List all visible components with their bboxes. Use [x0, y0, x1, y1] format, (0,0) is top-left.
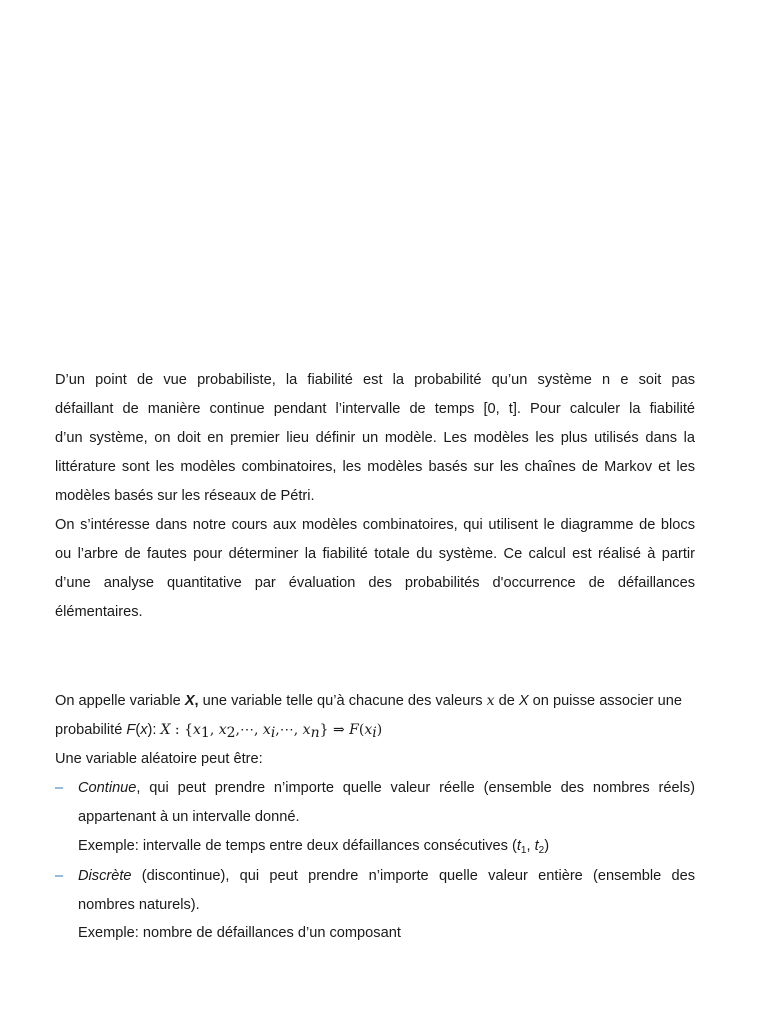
formula-symbol: X [160, 722, 171, 738]
types-intro: Une variable aléatoire peut être: [55, 751, 263, 767]
formula-subscript: 1 [200, 725, 210, 741]
formula-symbol: ,⋯, [235, 722, 263, 738]
formula-symbol: x [218, 722, 227, 738]
example-continuous [78, 836, 695, 865]
formula-symbol: ,⋯, [275, 722, 303, 738]
text-run: , [526, 838, 535, 854]
paragraph-line: d’un système, on doit en premier lieu définir un modèle. Les modèles les plus utilisés dans la [55, 430, 695, 446]
paragraph-line: On s’intéresse dans notre cours aux modèles combinatoires, qui utilisent le diagramme de blocs [55, 517, 695, 533]
example-discrete: Exemple: nombre de défaillances d’un composant [78, 925, 401, 941]
paragraph-line: élémentaires. [55, 604, 143, 620]
text-run: , [194, 693, 199, 709]
text-run: probabilité [55, 722, 127, 738]
formula-subscript: i [372, 725, 377, 741]
probability-formula-line [55, 720, 695, 749]
list-item-line [78, 778, 695, 807]
text-run: ): [147, 722, 161, 738]
example-subscript: 2 [538, 845, 545, 856]
text-run: On appelle variable [55, 693, 185, 709]
function-symbol: F [126, 722, 136, 738]
term-discrete: Discrète [78, 868, 132, 884]
formula-symbol: : { [170, 722, 193, 738]
list-item-line: appartenant à un intervalle donné. [78, 809, 300, 825]
formula-symbol: x [262, 722, 271, 738]
formula-symbol: } ⇒ [319, 722, 350, 738]
bullet-dash-icon: – [55, 868, 64, 884]
text-run: ) [544, 838, 550, 854]
example-subscript: 1 [520, 845, 527, 856]
text-run: une variable telle qu’à chacune des valeurs [198, 693, 487, 709]
text-run: on puisse associer une [528, 693, 682, 709]
formula [160, 722, 383, 741]
text-run: ( [135, 722, 141, 738]
paragraph-line: défaillant de manière continue pendant l’intervalle de temps [0, t]. Pour calculer la fiabilité [55, 401, 695, 417]
formula-subscript: 2 [226, 725, 236, 741]
paragraph-line: littérature sont les modèles combinatoires, les modèles basés sur les chaînes de Markov et les [55, 459, 695, 475]
formula-symbol: x [364, 722, 373, 738]
formula-subscript: n [310, 725, 320, 741]
variable-symbol: X [184, 693, 195, 709]
text-run: , qui peut prendre n’importe quelle valeur réelle (ensemble des nombres réels) [136, 780, 695, 796]
formula-symbol: F [349, 722, 359, 738]
example-symbol: t [534, 838, 539, 854]
term-continuous: Continue [78, 780, 137, 796]
paragraph-line: d’une analyse quantitative par évaluation des probabilités d'occurrence de défaillances [55, 575, 695, 591]
variable-symbol: X [518, 693, 529, 709]
text-run: de [494, 693, 519, 709]
paragraph-line: modèles basés sur les réseaux de Pétri. [55, 488, 315, 504]
formula-symbol: x [192, 722, 201, 738]
text-run: (discontinue), qui peut prendre n’importe quelle valeur entière (ensemble des [131, 868, 695, 884]
text-run: Exemple: intervalle de temps entre deux défaillances consécutives ( [78, 838, 517, 854]
example-symbol: t [516, 838, 521, 854]
paragraph-line: D’un point de vue probabiliste, la fiabilité est la probabilité qu’un système n e soit pas [55, 372, 695, 388]
formula-symbol: x [302, 722, 311, 738]
paragraph-line: ou l’arbre de fautes pour déterminer la fiabilité totale du système. Ce calcul est réalisé à partir [55, 546, 695, 562]
list-item-line: nombres naturels). [78, 897, 200, 913]
formula-symbol: ) [376, 722, 383, 738]
formula-symbol: ( [358, 722, 365, 738]
value-symbol: x [486, 693, 495, 709]
bullet-dash-icon: – [55, 780, 64, 796]
formula-subscript: i [270, 725, 276, 741]
formula-symbol: , [209, 722, 219, 738]
list-item-line [78, 866, 695, 895]
definition-line [55, 691, 695, 720]
value-symbol: x [140, 722, 148, 738]
